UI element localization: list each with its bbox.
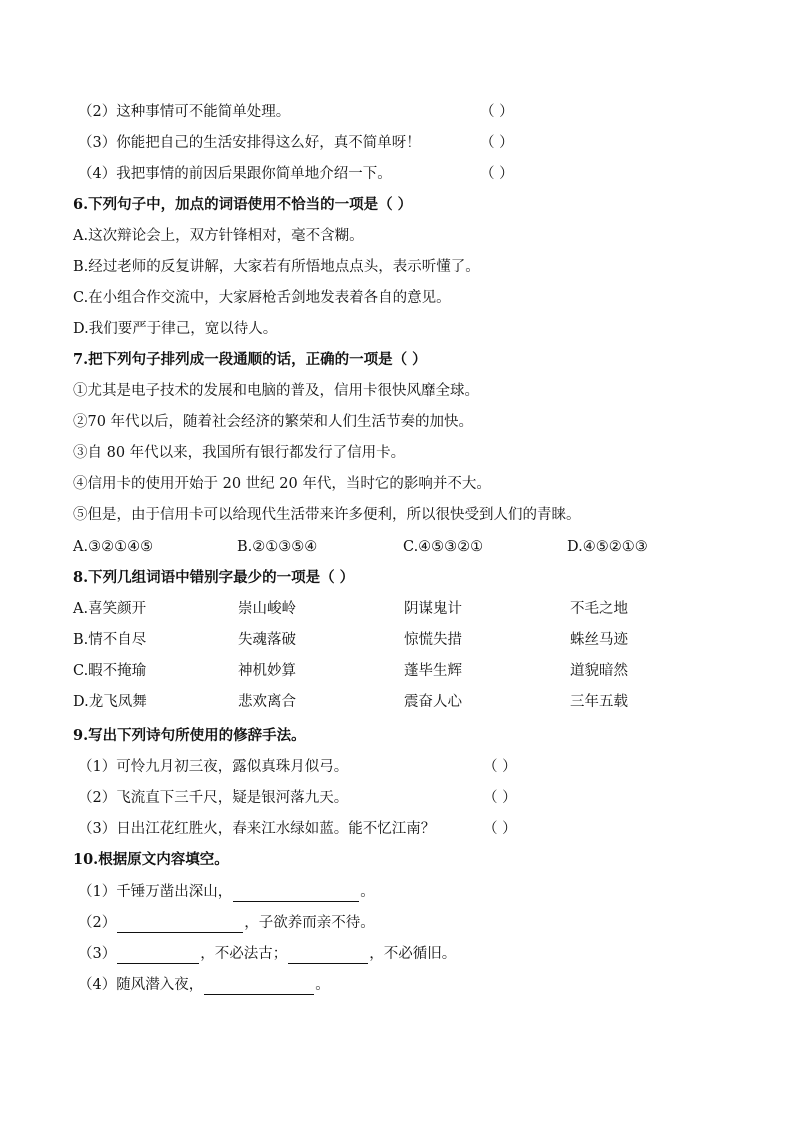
item-text: （3）你能把自己的生活安排得这么好，真不简单呀！ (78, 135, 421, 151)
q5-item-3 (78, 133, 514, 153)
item-text: （1）可怜九月初三夜，露似真珠月似弓。 (78, 759, 349, 775)
q8-cell: 道貌暗然 (570, 663, 628, 679)
q5-item-4 (78, 164, 514, 184)
q10-text: （2） (78, 915, 117, 931)
q7-sentence-2: ②70 年代以后，随着社会经济的繁荣和人们生活节奏的加快。 (73, 414, 474, 430)
fill-blank[interactable] (117, 947, 199, 964)
q8-cell: D.龙飞凤舞 (73, 694, 147, 710)
answer-paren[interactable]: （ ） (480, 166, 514, 182)
answer-paren[interactable]: （ ） (480, 104, 514, 120)
q8-stem: 8.下列几组词语中错别字最少的一项是（ ） (73, 569, 355, 586)
q7-option-b[interactable]: B.②①③⑤④ (237, 539, 318, 555)
q7-option-a[interactable]: A.③②①④⑤ (73, 539, 154, 555)
q8-cell: A.喜笑颜开 (73, 601, 147, 617)
q8-cell: 失魂落破 (238, 632, 296, 648)
q8-cell: 不毛之地 (570, 601, 628, 617)
q8-cell: 悲欢离合 (238, 694, 296, 710)
q10-line-4 (78, 975, 330, 995)
q8-cell: 阴谋鬼计 (404, 601, 462, 617)
q7-sentence-5: ⑤但是，由于信用卡可以给现代生活带来许多便利，所以很快受到人们的青睐。 (73, 507, 581, 523)
fill-blank[interactable] (233, 885, 359, 902)
q7-sentence-3: ③自 80 年代以来，我国所有银行都发行了信用卡。 (73, 445, 406, 461)
q9-stem: 9.写出下列诗句所使用的修辞手法。 (73, 727, 306, 744)
q10-stem: 10.根据原文内容填空。 (73, 851, 229, 868)
q8-cell: 蓬毕生辉 (404, 663, 462, 679)
q10-text: ，不必法古； (200, 946, 288, 962)
q10-line-1 (78, 882, 375, 902)
q10-text: ，不必循旧。 (369, 946, 457, 962)
q10-text: （1）千锤万凿出深山， (78, 884, 233, 900)
q8-cell: 蛛丝马迹 (570, 632, 628, 648)
q10-text: 。 (315, 977, 330, 993)
q10-line-2 (78, 913, 375, 933)
q6-option-a[interactable]: A.这次辩论会上，双方针锋相对，毫不含糊。 (73, 228, 364, 244)
q8-cell: C.暇不掩瑜 (73, 663, 147, 679)
q8-cell: 三年五载 (570, 694, 628, 710)
q7-sentence-4: ④信用卡的使用开始于 20 世纪 20 年代，当时它的影响并不大。 (73, 476, 491, 492)
q8-cell: 神机妙算 (238, 663, 296, 679)
fill-blank[interactable] (204, 978, 314, 995)
item-text: （2）飞流直下三千尺，疑是银河落九天。 (78, 790, 349, 806)
q7-stem: 7.把下列句子排列成一段通顺的话，正确的一项是（ ） (73, 351, 427, 368)
answer-paren[interactable]: （ ） (483, 821, 517, 837)
fill-blank[interactable] (288, 947, 368, 964)
q6-stem: 6.下列句子中，加点的词语使用不恰当的一项是（ ） (73, 196, 413, 213)
q10-text: 。 (360, 884, 375, 900)
q8-cell: B.情不自尽 (73, 632, 147, 648)
q10-line-3 (78, 944, 456, 964)
q8-cell: 惊慌失措 (404, 632, 462, 648)
q9-item-2 (78, 788, 517, 808)
q9-item-1 (78, 757, 517, 777)
q9-item-3 (78, 819, 517, 839)
q10-text: ，子欲养而亲不待。 (244, 915, 375, 931)
item-text: （4）我把事情的前因后果跟你简单地介绍一下。 (78, 166, 392, 182)
q7-option-c[interactable]: C.④⑤③②① (403, 539, 484, 555)
item-text: （3）日出江花红胜火，春来江水绿如蓝。能不忆江南？ (78, 821, 436, 837)
q8-cell: 崇山峻岭 (238, 601, 296, 617)
q6-option-d[interactable]: D.我们要严于律己，宽以待人。 (73, 321, 278, 337)
answer-paren[interactable]: （ ） (483, 759, 517, 775)
q5-item-2 (78, 102, 514, 122)
answer-paren[interactable]: （ ） (483, 790, 517, 806)
q8-cell: 震奋人心 (404, 694, 462, 710)
fill-blank[interactable] (117, 916, 243, 933)
q10-text: （3） (78, 946, 117, 962)
answer-paren[interactable]: （ ） (480, 135, 514, 151)
q7-option-d[interactable]: D.④⑤②①③ (567, 539, 648, 555)
q7-sentence-1: ①尤其是电子技术的发展和电脑的普及，信用卡很快风靡全球。 (73, 383, 479, 399)
item-text: （2）这种事情可不能简单处理。 (78, 104, 291, 120)
q6-option-c[interactable]: C.在小组合作交流中，大家唇枪舌剑地发表着各自的意见。 (73, 290, 451, 306)
q6-option-b[interactable]: B.经过老师的反复讲解，大家若有所悟地点点头，表示听懂了。 (73, 259, 480, 275)
q10-text: （4）随风潜入夜， (78, 977, 204, 993)
